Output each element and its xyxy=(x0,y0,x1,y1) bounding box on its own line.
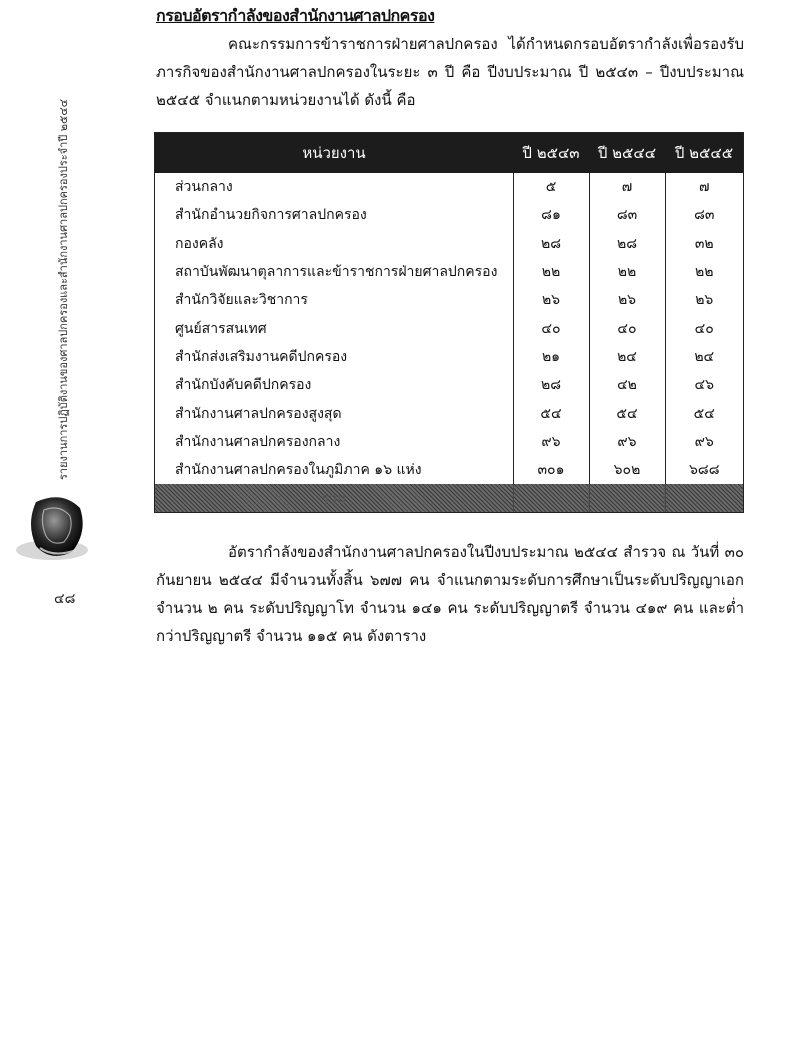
value-2544: ๔๒ xyxy=(589,371,665,399)
value-2543: ๙๖ xyxy=(513,428,589,456)
total-2544 xyxy=(589,484,665,513)
table-row xyxy=(155,456,743,484)
value-2544: ๕๔ xyxy=(589,399,665,427)
value-2543: ๒๘ xyxy=(513,230,589,258)
value-2544: ๘๓ xyxy=(589,201,665,229)
unit-name: สำนักงานศาลปกครองกลาง xyxy=(175,433,341,450)
value-2543: ๒๘ xyxy=(513,371,589,399)
unit-name: สำนักอำนวยกิจการศาลปกครอง xyxy=(175,207,367,224)
value-2545: ๖๘๘ xyxy=(665,456,743,484)
value-2543: ๕๔ xyxy=(513,399,589,427)
table-row xyxy=(155,173,743,201)
unit-name: สถาบันพัฒนาตุลาการและข้าราชการฝ่ายศาลปกครอง xyxy=(175,264,498,281)
intro-paragraph-text: คณะกรรมการข้าราชการฝ่ายศาลปกครอง ได้กำหนดกรอบอัตรากำลังเพื่อรองรับภารกิจของสำนักงานศาลปกครองในระยะ ๓ ปี คือ ปีงบประมาณ ปี ๒๕๔๓ – ปีงบประมาณ ๒๕๔๕ จำแนกตามหน่วยงานได้ ดังนี้ คือ xyxy=(156,35,744,109)
value-2543: ๘๑ xyxy=(513,201,589,229)
value-2544: ๒๒ xyxy=(589,258,665,286)
table-header-row xyxy=(155,133,743,173)
value-2545: ๔๐ xyxy=(665,314,743,342)
value-2544: ๔๐ xyxy=(589,314,665,342)
value-2544: ๗ xyxy=(589,173,665,201)
unit-name: ส่วนกลาง xyxy=(175,179,233,196)
table-row xyxy=(155,343,743,371)
summary-paragraph-text: อัตรากำลังของสำนักงานศาลปกครองในปีงบประมาณ ๒๕๔๔ สำรวจ ณ วันที่ ๓๐ กันยายน ๒๕๔๔ มีจำนวนทั้งสิ้น ๖๗๗ คน จำแนกตามระดับการศึกษาเป็นระดับปริญญาเอก จำนวน ๒ คน ระดับปริญญาโท จำนวน ๑๔๑ คน ระดับปริญญาตรี จำนวน ๔๑๙ คน และต่ำกว่าปริญญาตรี จำนวน ๑๑๕ คน ดังตาราง xyxy=(156,543,744,645)
unit-name: สำนักบังคับคดีปกครอง xyxy=(175,377,312,394)
value-2543: ๒๒ xyxy=(513,258,589,286)
table-row xyxy=(155,371,743,399)
total-label: รวม xyxy=(155,484,513,513)
value-2544: ๒๔ xyxy=(589,343,665,371)
value-2545: ๓๒ xyxy=(665,230,743,258)
value-2543: ๓๐๑ xyxy=(513,456,589,484)
book-emblem-icon xyxy=(14,488,94,574)
table-row xyxy=(155,428,743,456)
value-2544: ๒๘ xyxy=(589,230,665,258)
unit-name: สำนักวิจัยและวิชาการ xyxy=(175,292,308,309)
value-2543: ๒๖ xyxy=(513,286,589,314)
staffing-table xyxy=(154,132,744,513)
table-row xyxy=(155,314,743,342)
value-2544: ๖๐๒ xyxy=(589,456,665,484)
unit-name: ศูนย์สารสนเทศ xyxy=(175,320,267,337)
value-2543: ๔๐ xyxy=(513,314,589,342)
total-2543 xyxy=(513,484,589,513)
page-number: ๔๘ xyxy=(54,591,76,607)
value-2544: ๒๖ xyxy=(589,286,665,314)
value-2545: ๙๖ xyxy=(665,428,743,456)
table-row xyxy=(155,230,743,258)
value-2545: ๒๖ xyxy=(665,286,743,314)
header-year-2545: ปี ๒๕๔๕ xyxy=(674,144,734,162)
unit-name: สำนักงานศาลปกครองสูงสุด xyxy=(175,405,342,422)
unit-name: สำนักส่งเสริมงานคดีปกครอง xyxy=(175,348,348,365)
table-total-row xyxy=(155,484,743,513)
unit-name: สำนักงานศาลปกครองในภูมิภาค ๑๖ แห่ง xyxy=(175,462,422,479)
value-2545: ๔๖ xyxy=(665,371,743,399)
value-2545: ๘๓ xyxy=(665,201,743,229)
value-2545: ๕๔ xyxy=(665,399,743,427)
unit-name: กองคลัง xyxy=(175,235,224,252)
section-heading: กรอบอัตรากำลังของสำนักงานศาลปกครอง xyxy=(156,6,435,25)
summary-paragraph xyxy=(156,538,744,650)
header-unit: หน่วยงาน xyxy=(302,144,366,162)
table-row xyxy=(155,286,743,314)
total-2545 xyxy=(665,484,743,513)
value-2545: ๒๒ xyxy=(665,258,743,286)
value-2545: ๗ xyxy=(665,173,743,201)
header-year-2544: ปี ๒๕๔๔ xyxy=(597,144,657,162)
value-2544: ๙๖ xyxy=(589,428,665,456)
header-year-2543: ปี ๒๕๔๓ xyxy=(522,144,580,162)
table-row xyxy=(155,201,743,229)
intro-paragraph xyxy=(156,30,744,114)
value-2543: ๒๑ xyxy=(513,343,589,371)
value-2543: ๕ xyxy=(513,173,589,201)
side-running-title: รายงานการปฏิบัติงานของศาลปกครองและสำนักงานศาลปกครองประจำปี ๒๕๔๔ xyxy=(57,99,70,480)
value-2545: ๒๔ xyxy=(665,343,743,371)
table-row xyxy=(155,258,743,286)
table-row xyxy=(155,399,743,427)
